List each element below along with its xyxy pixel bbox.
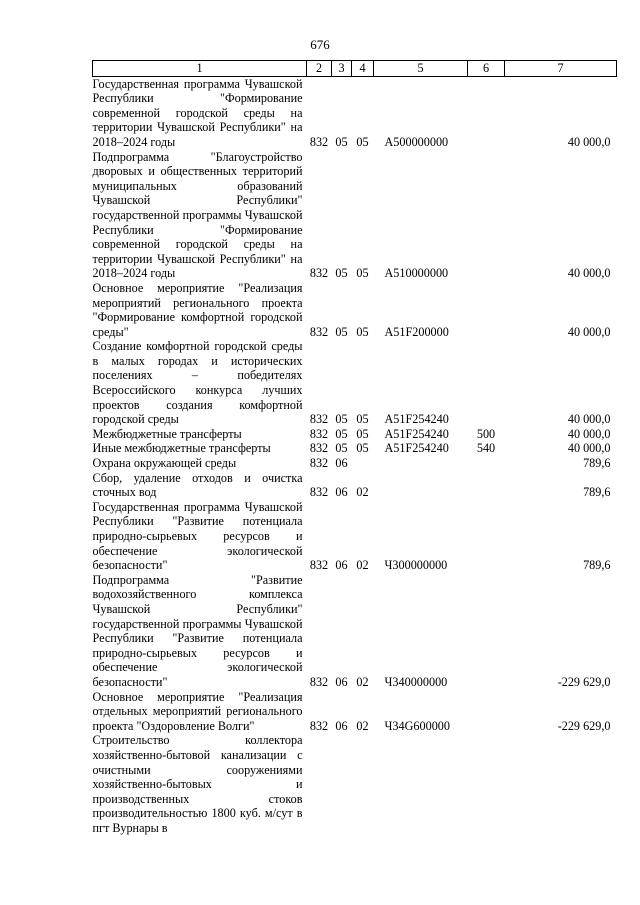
table-row [93, 733, 617, 835]
column-header-expense-type: 6 [468, 61, 505, 77]
column-header-target: 5 [374, 61, 468, 77]
row-ministry: 832 [309, 485, 329, 500]
row-ministry: 832 [309, 426, 329, 441]
header-row [93, 61, 617, 77]
table-row [93, 471, 617, 500]
row-ministry: 832 [309, 324, 329, 339]
column-header-subsection: 4 [352, 61, 374, 77]
row-subsection: 05 [356, 266, 369, 281]
row-name: Межбюджетные трансферты [92, 426, 242, 441]
row-expense-type [468, 76, 505, 149]
column-header-section: 3 [332, 61, 352, 77]
row-subsection [352, 456, 374, 471]
row-ministry: 832 [309, 718, 329, 733]
table-row [93, 441, 617, 456]
page-number: 676 [310, 37, 330, 52]
row-name: Государственная программа Чувашской Республики "Формирование современной городской среды на территории Чувашской Республики" на 2018–2024 годы [92, 76, 303, 149]
row-ministry: 832 [309, 674, 329, 689]
row-target: Ч34G600000 [384, 718, 450, 733]
row-section: 05 [335, 266, 348, 281]
row-section: 06 [335, 718, 348, 733]
row-amount: 789,6 [583, 558, 611, 573]
row-name: Подпрограмма "Благоустройство дворовых и общественных территорий муниципальных образований Чувашской Республики" государственной программы Чувашской Республики "Формирование современной городской среды на территории Чувашской Республики" на 2018–2024 годы [92, 149, 303, 281]
row-name: Иные межбюджетные трансферты [92, 441, 271, 456]
row-section: 05 [335, 441, 348, 456]
row-amount: -229 629,0 [557, 674, 611, 689]
row-subsection: 05 [356, 412, 369, 427]
row-expense-type [468, 150, 505, 281]
row-target: А500000000 [384, 134, 449, 149]
table-row [93, 339, 617, 427]
row-section: 05 [335, 324, 348, 339]
row-name: Основное мероприятие "Реализация отдельных мероприятий регионального проекта "Оздоровление Волги" [92, 689, 303, 733]
row-name: Подпрограмма "Развитие водохозяйственного комплекса Чувашской Республики" государственной программы Чувашской Республики "Развитие потенциала природно-сырьевых ресурсов и обеспечение экологической безопасности" [92, 572, 303, 689]
row-amount: -229 629,0 [557, 718, 611, 733]
row-target [374, 456, 468, 471]
row-ministry: 832 [309, 266, 329, 281]
row-expense-type [468, 500, 505, 573]
table-row [93, 690, 617, 734]
row-amount: 40 000,0 [567, 266, 611, 281]
row-target [374, 733, 468, 835]
row-subsection: 05 [356, 134, 369, 149]
row-name: Создание комфортной городской среды в малых городах и исторических поселениях – победителях Всероссийского конкурса лучших проектов создания комфортной городской среды [92, 339, 303, 427]
row-subsection: 02 [356, 558, 369, 573]
table-row [93, 150, 617, 281]
row-subsection [352, 733, 374, 835]
row-section [332, 733, 352, 835]
column-header-name: 1 [93, 61, 307, 77]
table-row [93, 573, 617, 690]
table-row [93, 76, 617, 149]
row-name: Сбор, удаление отходов и очистка сточных вод [92, 470, 303, 500]
row-target: А510000000 [384, 266, 449, 281]
budget-table [92, 60, 617, 835]
row-subsection: 05 [356, 441, 369, 456]
row-section: 06 [335, 558, 348, 573]
row-ministry: 832 [309, 558, 329, 573]
table-row [93, 427, 617, 442]
row-ministry: 832 [309, 441, 329, 456]
row-subsection: 02 [356, 674, 369, 689]
row-subsection: 02 [356, 485, 369, 500]
row-expense-type [468, 733, 505, 835]
row-section: 05 [335, 412, 348, 427]
row-section: 06 [335, 456, 348, 471]
row-amount: 40 000,0 [567, 324, 611, 339]
row-amount: 789,6 [583, 456, 611, 471]
row-target [374, 471, 468, 500]
row-section: 05 [335, 134, 348, 149]
row-ministry: 832 [309, 412, 329, 427]
table-row [93, 500, 617, 573]
row-amount: 40 000,0 [567, 441, 611, 456]
row-expense-type [468, 471, 505, 500]
row-amount: 789,6 [583, 485, 611, 500]
row-section: 06 [335, 485, 348, 500]
row-name: Основное мероприятие "Реализация мероприятий регионального проекта "Формирование комфортной городской среды" [92, 280, 303, 339]
row-expense-type [468, 573, 505, 690]
row-target: А51F254240 [384, 426, 449, 441]
column-header-amount: 7 [505, 61, 617, 77]
row-subsection: 05 [356, 426, 369, 441]
row-expense-type [468, 456, 505, 471]
row-name: Государственная программа Чувашской Республики "Развитие потенциала природно-сырьевых ресурсов и обеспечение экологической безопасности" [92, 499, 303, 573]
row-expense-type [468, 339, 505, 427]
row-expense-type: 500 [476, 426, 496, 441]
row-target: А51F254240 [384, 412, 449, 427]
row-expense-type [468, 690, 505, 734]
row-subsection: 05 [356, 324, 369, 339]
row-amount: 40 000,0 [567, 426, 611, 441]
row-target: А51F200000 [384, 324, 449, 339]
row-expense-type [468, 281, 505, 339]
row-ministry: 832 [309, 456, 329, 471]
row-section: 06 [335, 674, 348, 689]
row-name: Строительство коллектора хозяйственно-бытовой канализации с очистными сооружениями хозяйственно-бытовых и производственных стоков производительностью 1800 куб. м/сут в пгт Вурнары в [92, 733, 303, 835]
row-name: Охрана окружающей среды [92, 456, 237, 471]
row-target: Ч340000000 [384, 674, 448, 689]
row-section: 05 [335, 426, 348, 441]
column-header-ministry: 2 [307, 61, 332, 77]
row-subsection: 02 [356, 718, 369, 733]
row-ministry: 832 [309, 134, 329, 149]
row-expense-type: 540 [476, 441, 496, 456]
row-amount: 40 000,0 [567, 134, 611, 149]
table-row [93, 456, 617, 471]
row-ministry [307, 733, 332, 835]
table-row [93, 281, 617, 339]
row-target: Ч300000000 [384, 558, 448, 573]
row-amount [505, 733, 617, 835]
row-target: А51F254240 [384, 441, 449, 456]
row-amount: 40 000,0 [567, 412, 611, 427]
